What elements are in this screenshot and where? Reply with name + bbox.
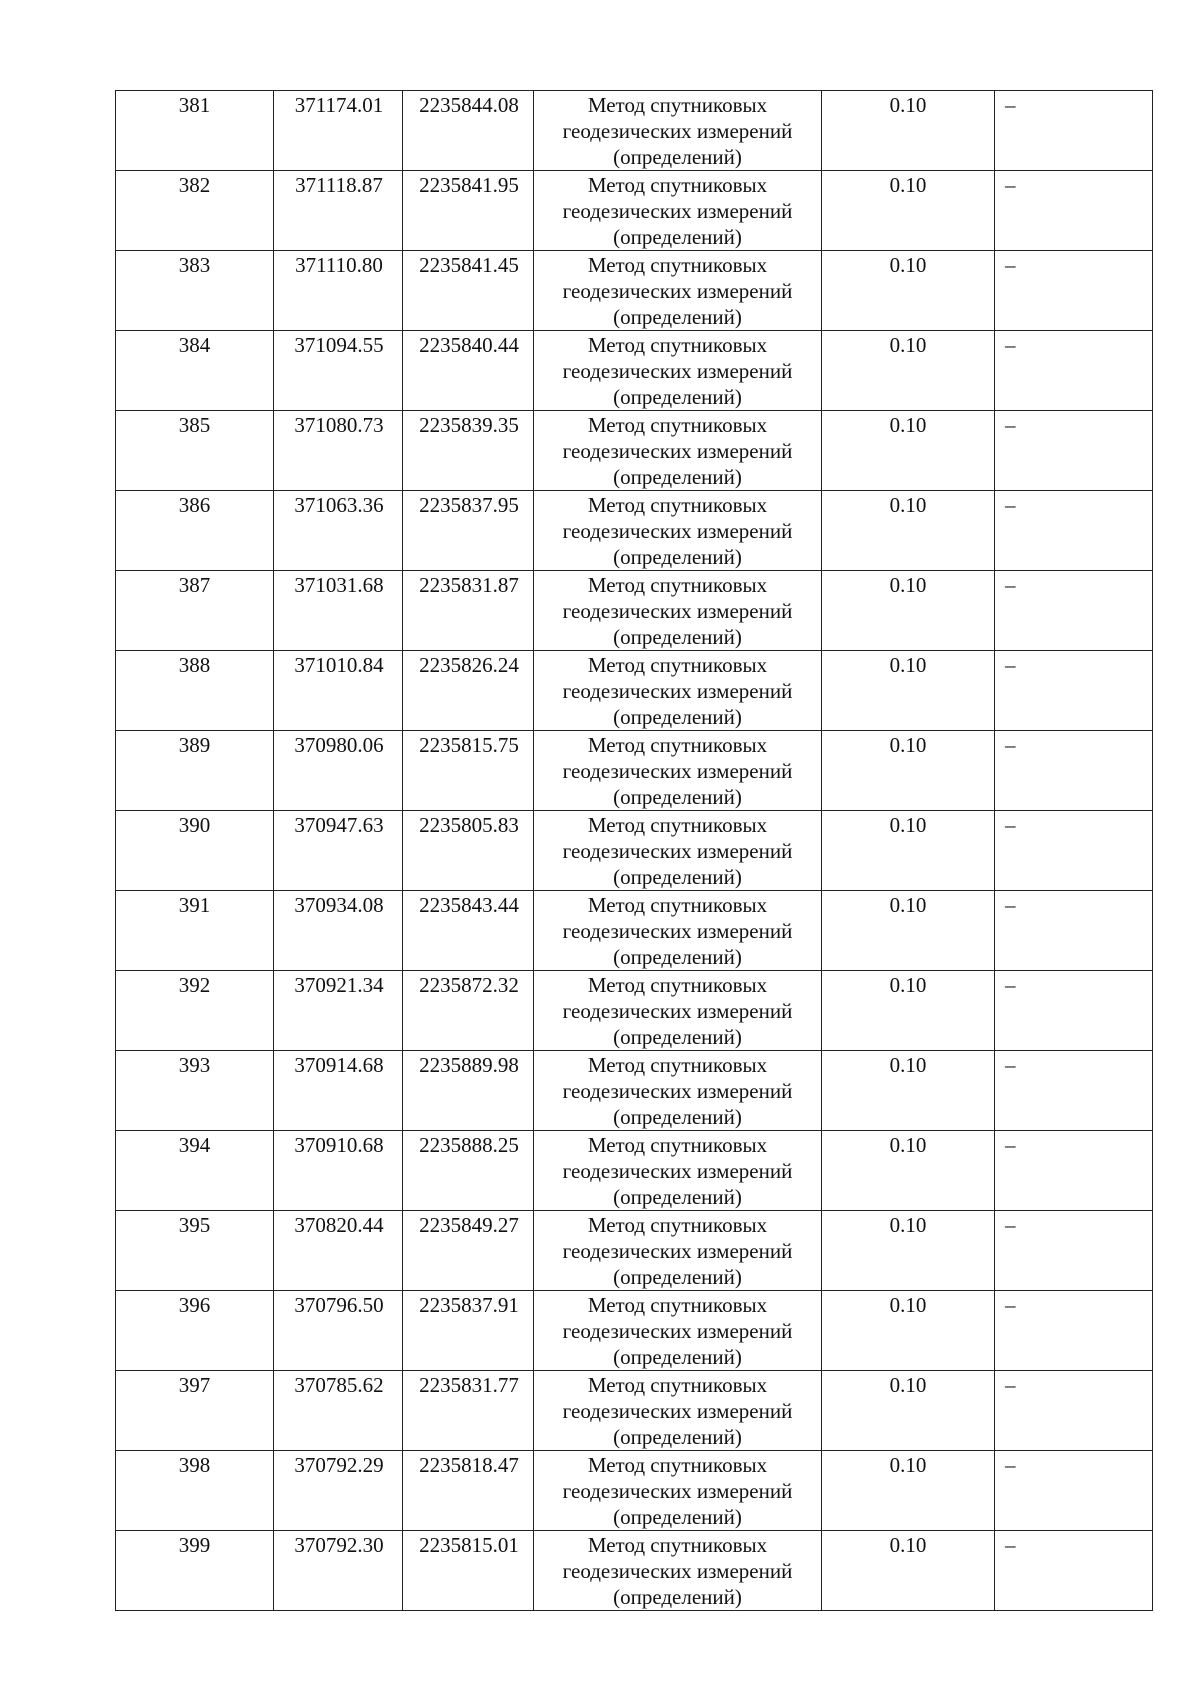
note-cell-text: –: [1005, 1133, 1016, 1157]
method-cell-text: Метод спутниковых геодезических измерений (определений): [562, 1453, 793, 1529]
method-cell-text: Метод спутниковых геодезических измерений (определений): [562, 1293, 793, 1369]
y-coordinate-cell: [403, 1131, 534, 1211]
x-coordinate-cell-text: 370785.62: [294, 1373, 384, 1397]
point-number-cell: [116, 331, 274, 411]
accuracy-cell-text: 0.10: [889, 173, 927, 197]
note-cell-text: –: [1005, 1453, 1016, 1477]
y-coordinate-cell: [403, 1211, 534, 1291]
accuracy-cell-text: 0.10: [889, 1053, 927, 1077]
method-cell: [534, 331, 822, 411]
point-number-cell-text: 391: [178, 893, 211, 917]
x-coordinate-cell-text: 370820.44: [294, 1213, 384, 1237]
table-row: [116, 491, 1153, 571]
y-coordinate-cell: [403, 91, 534, 171]
accuracy-cell-text: 0.10: [889, 1293, 927, 1317]
point-number-cell-text: 384: [178, 333, 211, 357]
method-cell: [534, 731, 822, 811]
note-cell-text: –: [1005, 1533, 1016, 1557]
x-coordinate-cell: [274, 811, 403, 891]
table-row: [116, 571, 1153, 651]
y-coordinate-cell: [403, 811, 534, 891]
x-coordinate-cell: [274, 1531, 403, 1611]
note-cell: [995, 571, 1153, 651]
accuracy-cell-text: 0.10: [889, 333, 927, 357]
y-coordinate-cell: [403, 1291, 534, 1371]
note-cell: [995, 891, 1153, 971]
note-cell: [995, 331, 1153, 411]
x-coordinate-cell: [274, 251, 403, 331]
x-coordinate-cell-text: 371174.01: [294, 93, 384, 117]
y-coordinate-cell-text: 2235837.95: [419, 493, 519, 517]
table-row: [116, 1211, 1153, 1291]
x-coordinate-cell-text: 371094.55: [294, 333, 384, 357]
method-cell-text: Метод спутниковых геодезических измерений (определений): [562, 973, 793, 1049]
accuracy-cell: [822, 491, 995, 571]
y-coordinate-cell: [403, 1451, 534, 1531]
x-coordinate-cell-text: 371010.84: [294, 653, 384, 677]
method-cell-text: Метод спутниковых геодезических измерений (определений): [562, 253, 793, 329]
x-coordinate-cell: [274, 971, 403, 1051]
accuracy-cell-text: 0.10: [889, 1453, 927, 1477]
note-cell: [995, 1291, 1153, 1371]
y-coordinate-cell-text: 2235831.87: [419, 573, 519, 597]
accuracy-cell: [822, 1291, 995, 1371]
y-coordinate-cell: [403, 651, 534, 731]
accuracy-cell: [822, 731, 995, 811]
x-coordinate-cell: [274, 1371, 403, 1451]
x-coordinate-cell-text: 371110.80: [295, 253, 383, 277]
method-cell-text: Метод спутниковых геодезических измерений (определений): [562, 813, 793, 889]
note-cell-text: –: [1005, 813, 1016, 837]
method-cell-text: Метод спутниковых геодезических измерений (определений): [562, 173, 793, 249]
point-number-cell: [116, 91, 274, 171]
note-cell: [995, 491, 1153, 571]
accuracy-cell-text: 0.10: [889, 733, 927, 757]
x-coordinate-cell: [274, 1051, 403, 1131]
point-number-cell-text: 386: [178, 493, 211, 517]
y-coordinate-cell: [403, 571, 534, 651]
note-cell-text: –: [1005, 413, 1016, 437]
accuracy-cell-text: 0.10: [889, 1213, 927, 1237]
table-row: [116, 811, 1153, 891]
x-coordinate-cell-text: 370921.34: [294, 973, 384, 997]
table-row: [116, 1291, 1153, 1371]
table-row: [116, 971, 1153, 1051]
note-cell: [995, 1131, 1153, 1211]
point-number-cell: [116, 491, 274, 571]
x-coordinate-cell-text: 371080.73: [294, 413, 384, 437]
accuracy-cell: [822, 171, 995, 251]
x-coordinate-cell-text: 370914.68: [294, 1053, 384, 1077]
note-cell-text: –: [1005, 573, 1016, 597]
y-coordinate-cell: [403, 251, 534, 331]
note-cell-text: –: [1005, 973, 1016, 997]
note-cell-text: –: [1005, 333, 1016, 357]
y-coordinate-cell: [403, 171, 534, 251]
x-coordinate-cell: [274, 491, 403, 571]
note-cell-text: –: [1005, 173, 1016, 197]
x-coordinate-cell-text: 370792.29: [294, 1453, 384, 1477]
point-number-cell: [116, 411, 274, 491]
accuracy-cell: [822, 411, 995, 491]
method-cell: [534, 1531, 822, 1611]
method-cell-text: Метод спутниковых геодезических измерений (определений): [562, 1373, 793, 1449]
table-row: [116, 731, 1153, 811]
note-cell-text: –: [1005, 1293, 1016, 1317]
note-cell-text: –: [1005, 253, 1016, 277]
point-number-cell-text: 399: [178, 1533, 211, 1557]
y-coordinate-cell-text: 2235826.24: [419, 653, 519, 677]
y-coordinate-cell-text: 2235840.44: [419, 333, 519, 357]
method-cell-text: Метод спутниковых геодезических измерений (определений): [562, 93, 793, 169]
point-number-cell-text: 397: [178, 1373, 211, 1397]
x-coordinate-cell: [274, 1291, 403, 1371]
x-coordinate-cell-text: 371031.68: [294, 573, 384, 597]
y-coordinate-cell: [403, 491, 534, 571]
x-coordinate-cell: [274, 91, 403, 171]
method-cell: [534, 491, 822, 571]
y-coordinate-cell: [403, 411, 534, 491]
accuracy-cell: [822, 1451, 995, 1531]
note-cell: [995, 91, 1153, 171]
accuracy-cell: [822, 1371, 995, 1451]
y-coordinate-cell: [403, 1371, 534, 1451]
accuracy-cell-text: 0.10: [889, 573, 927, 597]
method-cell-text: Метод спутниковых геодезических измерений (определений): [562, 653, 793, 729]
point-number-cell: [116, 731, 274, 811]
table-row: [116, 411, 1153, 491]
x-coordinate-cell: [274, 1451, 403, 1531]
accuracy-cell-text: 0.10: [889, 1133, 927, 1157]
accuracy-cell: [822, 651, 995, 731]
accuracy-cell: [822, 811, 995, 891]
method-cell: [534, 811, 822, 891]
point-number-cell-text: 387: [178, 573, 211, 597]
accuracy-cell-text: 0.10: [889, 93, 927, 117]
note-cell-text: –: [1005, 93, 1016, 117]
method-cell-text: Метод спутниковых геодезических измерений (определений): [562, 1133, 793, 1209]
note-cell: [995, 731, 1153, 811]
point-number-cell-text: 382: [178, 173, 211, 197]
method-cell: [534, 651, 822, 731]
method-cell: [534, 1131, 822, 1211]
point-number-cell-text: 395: [178, 1213, 211, 1237]
x-coordinate-cell-text: 371063.36: [294, 493, 384, 517]
point-number-cell: [116, 171, 274, 251]
accuracy-cell: [822, 91, 995, 171]
x-coordinate-cell: [274, 1211, 403, 1291]
x-coordinate-cell: [274, 171, 403, 251]
point-number-cell-text: 383: [178, 253, 211, 277]
y-coordinate-cell: [403, 971, 534, 1051]
note-cell-text: –: [1005, 1213, 1016, 1237]
note-cell: [995, 171, 1153, 251]
table-body: [116, 91, 1153, 1611]
point-number-cell: [116, 651, 274, 731]
x-coordinate-cell-text: 370934.08: [294, 893, 384, 917]
y-coordinate-cell: [403, 1051, 534, 1131]
method-cell: [534, 171, 822, 251]
table-row: [116, 331, 1153, 411]
note-cell-text: –: [1005, 893, 1016, 917]
y-coordinate-cell-text: 2235815.01: [419, 1533, 519, 1557]
method-cell: [534, 251, 822, 331]
method-cell-text: Метод спутниковых геодезических измерений (определений): [562, 733, 793, 809]
method-cell: [534, 971, 822, 1051]
point-number-cell-text: 389: [178, 733, 211, 757]
y-coordinate-cell: [403, 891, 534, 971]
table-row: [116, 171, 1153, 251]
x-coordinate-cell: [274, 731, 403, 811]
method-cell: [534, 91, 822, 171]
point-number-cell: [116, 571, 274, 651]
accuracy-cell-text: 0.10: [889, 413, 927, 437]
note-cell: [995, 1371, 1153, 1451]
point-number-cell-text: 388: [178, 653, 211, 677]
y-coordinate-cell-text: 2235815.75: [419, 733, 519, 757]
point-number-cell: [116, 811, 274, 891]
y-coordinate-cell: [403, 731, 534, 811]
table-row: [116, 1451, 1153, 1531]
point-number-cell: [116, 1531, 274, 1611]
note-cell-text: –: [1005, 1053, 1016, 1077]
point-number-cell: [116, 1131, 274, 1211]
x-coordinate-cell: [274, 411, 403, 491]
note-cell: [995, 811, 1153, 891]
accuracy-cell: [822, 1131, 995, 1211]
method-cell: [534, 411, 822, 491]
x-coordinate-cell-text: 370910.68: [294, 1133, 384, 1157]
note-cell: [995, 651, 1153, 731]
note-cell: [995, 1451, 1153, 1531]
method-cell: [534, 571, 822, 651]
accuracy-cell: [822, 1051, 995, 1131]
method-cell: [534, 1291, 822, 1371]
point-number-cell: [116, 1211, 274, 1291]
method-cell-text: Метод спутниковых геодезических измерений (определений): [562, 413, 793, 489]
table-row: [116, 1051, 1153, 1131]
table-row: [116, 1531, 1153, 1611]
x-coordinate-cell-text: 370947.63: [294, 813, 384, 837]
coordinates-table: [115, 90, 1153, 1611]
x-coordinate-cell: [274, 571, 403, 651]
x-coordinate-cell: [274, 651, 403, 731]
y-coordinate-cell-text: 2235837.91: [419, 1293, 519, 1317]
x-coordinate-cell-text: 370980.06: [294, 733, 384, 757]
y-coordinate-cell-text: 2235849.27: [419, 1213, 519, 1237]
x-coordinate-cell-text: 371118.87: [295, 173, 383, 197]
y-coordinate-cell-text: 2235843.44: [419, 893, 519, 917]
point-number-cell-text: 398: [178, 1453, 211, 1477]
y-coordinate-cell-text: 2235841.45: [419, 253, 519, 277]
x-coordinate-cell: [274, 331, 403, 411]
accuracy-cell-text: 0.10: [889, 253, 927, 277]
accuracy-cell: [822, 331, 995, 411]
y-coordinate-cell-text: 2235818.47: [419, 1453, 519, 1477]
accuracy-cell-text: 0.10: [889, 813, 927, 837]
note-cell: [995, 1531, 1153, 1611]
accuracy-cell-text: 0.10: [889, 1533, 927, 1557]
point-number-cell-text: 392: [178, 973, 211, 997]
accuracy-cell-text: 0.10: [889, 493, 927, 517]
method-cell-text: Метод спутниковых геодезических измерений (определений): [562, 333, 793, 409]
accuracy-cell: [822, 251, 995, 331]
y-coordinate-cell-text: 2235889.98: [419, 1053, 519, 1077]
accuracy-cell-text: 0.10: [889, 653, 927, 677]
point-number-cell: [116, 971, 274, 1051]
x-coordinate-cell: [274, 1131, 403, 1211]
point-number-cell-text: 393: [178, 1053, 211, 1077]
method-cell-text: Метод спутниковых геодезических измерений (определений): [562, 1533, 793, 1609]
point-number-cell: [116, 1451, 274, 1531]
point-number-cell: [116, 1051, 274, 1131]
y-coordinate-cell: [403, 331, 534, 411]
point-number-cell-text: 390: [178, 813, 211, 837]
note-cell: [995, 1211, 1153, 1291]
x-coordinate-cell-text: 370792.30: [294, 1533, 384, 1557]
accuracy-cell: [822, 891, 995, 971]
y-coordinate-cell-text: 2235839.35: [419, 413, 519, 437]
y-coordinate-cell-text: 2235844.08: [419, 93, 519, 117]
method-cell-text: Метод спутниковых геодезических измерений (определений): [562, 493, 793, 569]
method-cell: [534, 1211, 822, 1291]
point-number-cell: [116, 1371, 274, 1451]
method-cell-text: Метод спутниковых геодезических измерений (определений): [562, 573, 793, 649]
point-number-cell-text: 381: [178, 93, 211, 117]
point-number-cell-text: 396: [178, 1293, 211, 1317]
accuracy-cell: [822, 571, 995, 651]
accuracy-cell: [822, 1531, 995, 1611]
table-row: [116, 651, 1153, 731]
y-coordinate-cell-text: 2235872.32: [419, 973, 519, 997]
accuracy-cell: [822, 971, 995, 1051]
method-cell-text: Метод спутниковых геодезических измерений (определений): [562, 893, 793, 969]
table-row: [116, 91, 1153, 171]
note-cell-text: –: [1005, 733, 1016, 757]
y-coordinate-cell: [403, 1531, 534, 1611]
note-cell-text: –: [1005, 653, 1016, 677]
point-number-cell-text: 394: [178, 1133, 211, 1157]
y-coordinate-cell-text: 2235831.77: [419, 1373, 519, 1397]
note-cell: [995, 251, 1153, 331]
method-cell: [534, 1371, 822, 1451]
method-cell: [534, 1051, 822, 1131]
accuracy-cell-text: 0.10: [889, 1373, 927, 1397]
note-cell-text: –: [1005, 493, 1016, 517]
table-row: [116, 891, 1153, 971]
note-cell: [995, 971, 1153, 1051]
note-cell: [995, 411, 1153, 491]
method-cell-text: Метод спутниковых геодезических измерений (определений): [562, 1053, 793, 1129]
point-number-cell: [116, 251, 274, 331]
accuracy-cell: [822, 1211, 995, 1291]
x-coordinate-cell: [274, 891, 403, 971]
point-number-cell: [116, 891, 274, 971]
x-coordinate-cell-text: 370796.50: [294, 1293, 384, 1317]
accuracy-cell-text: 0.10: [889, 973, 927, 997]
method-cell: [534, 1451, 822, 1531]
y-coordinate-cell-text: 2235805.83: [419, 813, 519, 837]
table-row: [116, 1371, 1153, 1451]
table-row: [116, 251, 1153, 331]
note-cell: [995, 1051, 1153, 1131]
y-coordinate-cell-text: 2235841.95: [419, 173, 519, 197]
table-row: [116, 1131, 1153, 1211]
method-cell-text: Метод спутниковых геодезических измерений (определений): [562, 1213, 793, 1289]
note-cell-text: –: [1005, 1373, 1016, 1397]
y-coordinate-cell-text: 2235888.25: [419, 1133, 519, 1157]
point-number-cell: [116, 1291, 274, 1371]
accuracy-cell-text: 0.10: [889, 893, 927, 917]
point-number-cell-text: 385: [178, 413, 211, 437]
method-cell: [534, 891, 822, 971]
